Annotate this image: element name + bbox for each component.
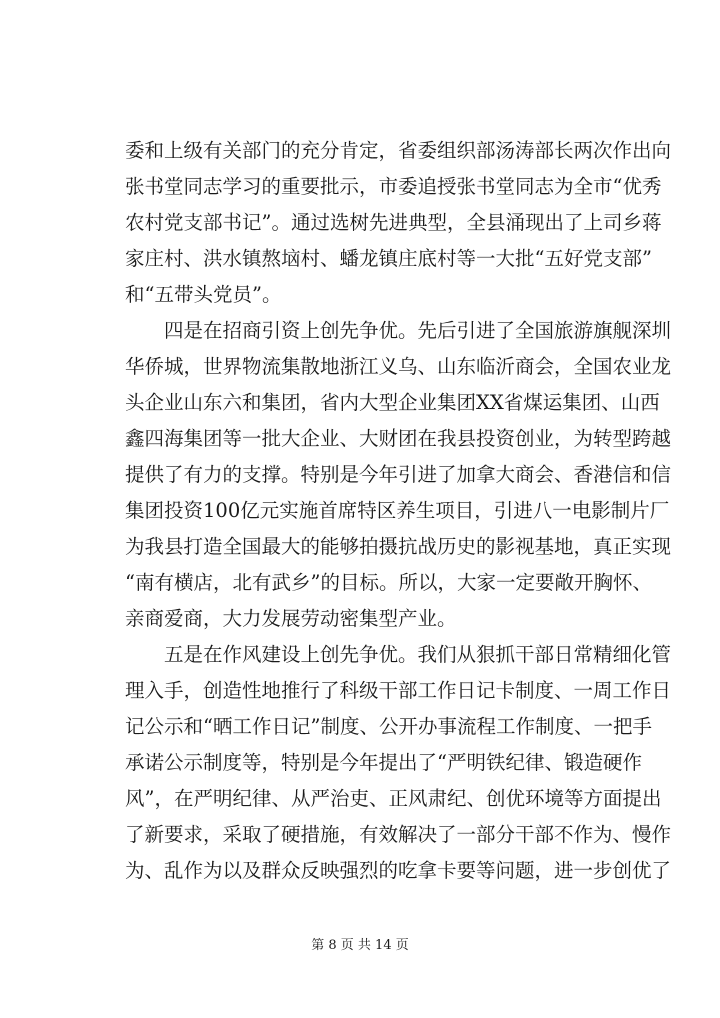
text-line: 华侨城，世界物流集散地浙江义乌、山东临沂商会，全国农业龙	[125, 355, 672, 378]
text-line: 风”，在严明纪律、从严治吏、正风肃纪、创优环境等方面提出	[125, 787, 662, 810]
text-line: 鑫四海集团等一批大企业、大财团在我县投资创业，为转型跨越	[125, 427, 672, 450]
text-line: 农村党支部书记”。通过选树先进典型，全县涌现出了上司乡蒋	[125, 211, 662, 234]
text-line: 家庄村、洪水镇熬垴村、蟠龙镇庄底村等一大批“五好党支部”	[125, 247, 652, 270]
page-number-footer: 第 8 页 共 14 页	[311, 938, 409, 953]
text-line: 理入手，创造性地推行了科级干部工作日记卡制度、一周工作日	[125, 679, 672, 702]
text-line: 为我县打造全国最大的能够拍摄抗战历史的影视基地，真正实现	[125, 535, 672, 558]
text-line: 委和上级有关部门的充分肯定，省委组织部汤涛部长两次作出向	[125, 139, 672, 162]
text-line: 承诺公示制度等，特别是今年提出了“严明铁纪律、锻造硬作	[125, 751, 642, 774]
text-line: 张书堂同志学习的重要批示，市委追授张书堂同志为全市“优秀	[125, 175, 662, 198]
text-line: 集团投资100亿元实施首席特区养生项目，引进八一电影制片厂	[125, 499, 670, 522]
text-line: 亲商爱商，大力发展劳动密集型产业。	[125, 607, 457, 630]
text-line: 和“五带头党员”。	[125, 283, 282, 306]
text-line: 为、乱作为以及群众反映强烈的吃拿卡要等问题，进一步创优了	[125, 859, 672, 882]
text-line: “南有横店，北有武乡”的目标。所以，大家一定要敞开胸怀、	[125, 571, 652, 594]
paragraph-start-line: 五是在作风建设上创先争优。我们从狠抓干部日常精细化管	[125, 643, 672, 666]
text-line: 头企业山东六和集团，省内大型企业集团XX省煤运集团、山西	[125, 391, 660, 414]
text-line: 记公示和“晒工作日记”制度、公开办事流程工作制度、一把手	[125, 715, 652, 738]
paragraph-start-line: 四是在招商引资上创先争优。先后引进了全国旅游旗舰深圳	[125, 319, 672, 342]
text-line: 了新要求，采取了硬措施，有效解决了一部分干部不作为、慢作	[125, 823, 672, 846]
text-line: 提供了有力的支撑。特别是今年引进了加拿大商会、香港信和信	[125, 463, 672, 486]
